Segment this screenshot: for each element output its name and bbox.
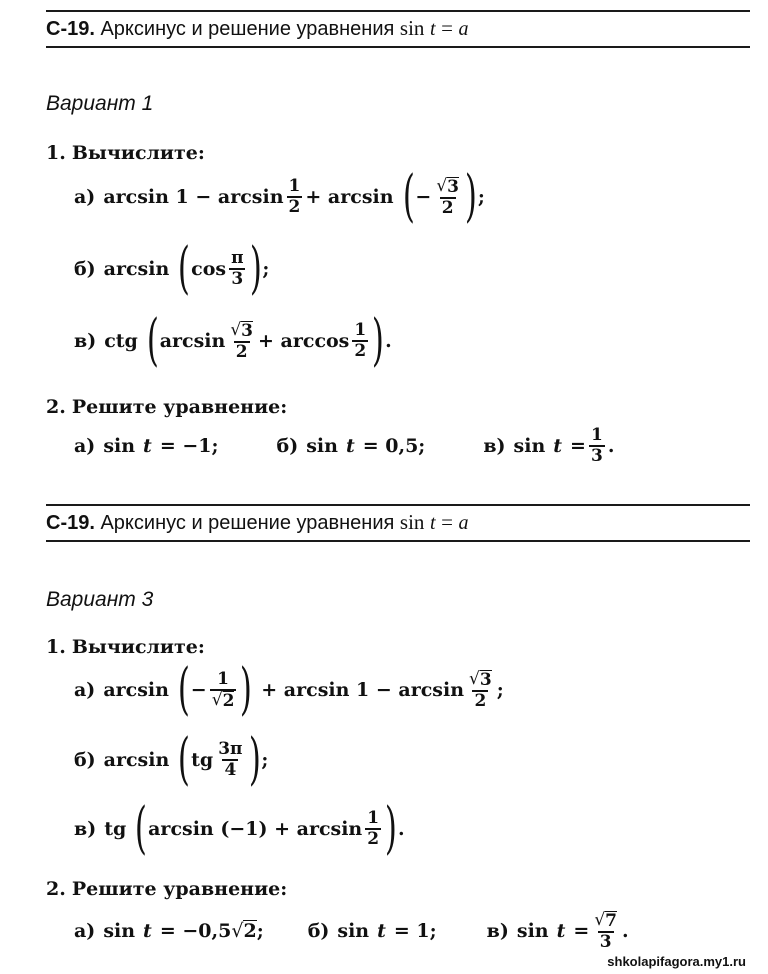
exercise-1b: б) arcsin ( tg $\frac{3\pi}{4}$ ) ; (74, 727, 269, 792)
exercise-1a: а) arcsin ( − 1 √ 2 ) + arcsin 1 − arcsin √ 3 2 ; (74, 657, 504, 722)
fraction: $\frac{3\pi}{4}$ (218, 739, 243, 780)
exercise-1c: в) tg ( arcsin (−1) + arcsin $\frac{1}{2}$ ) . (74, 796, 405, 861)
fraction: $\frac{1}{2}$ (367, 808, 380, 849)
exercise-2: а) sin t = −0,5 √ 2 ; б) sin t = 1; в) sin t = √ 7 3 . (74, 909, 629, 952)
fraction: √ 3 2 (436, 175, 460, 218)
task-heading: 2. Решите уравнение: (46, 878, 288, 900)
task-heading: 1. Вычислите: (46, 636, 205, 658)
fraction: √ 3 2 (469, 668, 492, 711)
title-rule (46, 46, 750, 48)
exercise-1a: а) arcsin 1 − arcsin $\frac{1}{2}$ + arcsin ( − √ 3 2 ) ; (74, 164, 485, 229)
fraction: √ 7 3 (594, 909, 617, 952)
watermark-url: shkolapifagora.my1.ru (607, 954, 746, 969)
fraction: √ 3 2 (230, 319, 254, 362)
top-rule (46, 504, 750, 506)
fraction: $\frac{1}{3}$ (590, 425, 603, 466)
fraction: $\frac{1}{2}$ (288, 176, 301, 217)
fraction: $\frac{\pi}{3}$ (231, 248, 244, 289)
exercise-1b: б) arcsin ( cos $\frac{\pi}{3}$ ) ; (74, 236, 270, 301)
title-rule (46, 540, 750, 542)
fraction: $\frac{1}{2}$ (354, 320, 367, 361)
section-title: С-19. Арксинус и решение уравнения sin t = a (46, 510, 469, 534)
exercise-2: а) sin t = −1; б) sin t = 0,5; в) sin t = $\frac{1}{3}$ . (74, 425, 615, 466)
top-rule (46, 10, 750, 12)
variant-heading: Вариант 1 (46, 92, 154, 115)
variant-heading: Вариант 3 (46, 588, 154, 611)
section-title: С-19. Арксинус и решение уравнения sin t = a (46, 16, 469, 40)
exercise-1c: в) ctg ( arcsin √ 3 2 + arccos $\frac{1}{2}$ ) . (74, 308, 392, 373)
task-heading: 2. Решите уравнение: (46, 396, 288, 418)
task-heading: 1. Вычислите: (46, 142, 205, 164)
fraction: 1 √ 2 (211, 668, 235, 711)
